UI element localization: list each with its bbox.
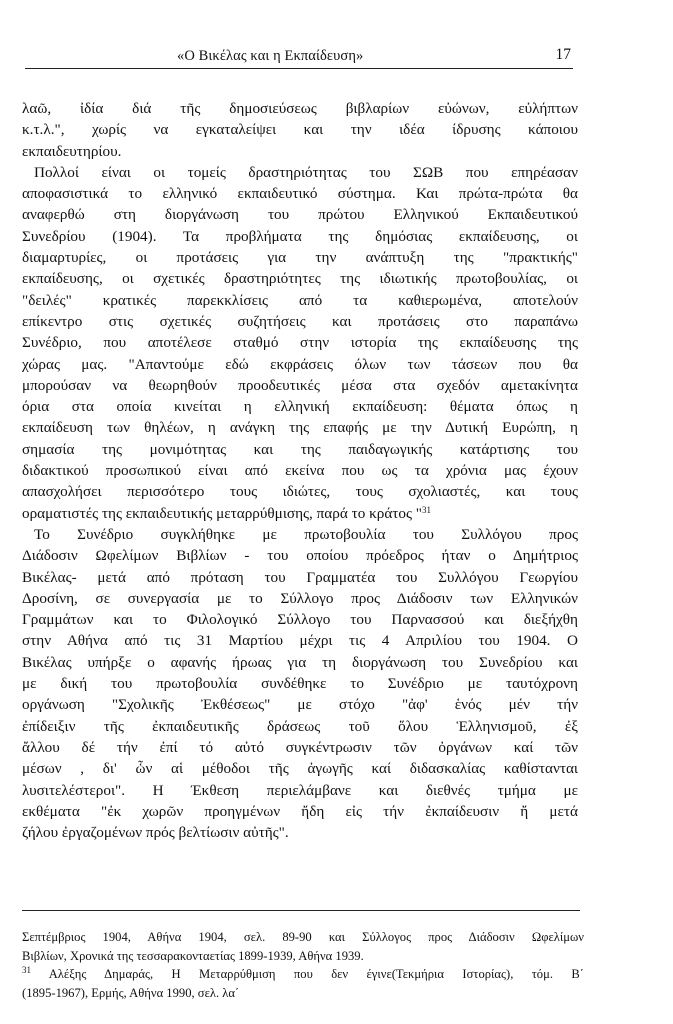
footnotes (22, 928, 584, 1002)
text-line: απασχολήσει περισσότερο τους ιδιώτες, τους σχολιαστές, και τους (22, 483, 578, 501)
text-line: μπορούσαν να θεωρηθούν προοδευτικές μέσα στα σχεδόν αμετακίνητα (22, 376, 578, 394)
footnote-line: (1895-1967), Ερμής, Αθήνα 1990, σελ. λα΄ (22, 985, 240, 1000)
text-line: Γραμμάτων και το Φιλολογικό Σύλλογο του Παρνασσού και διεξήχθη (22, 611, 578, 629)
text-line: κ.τ.λ.", χωρίς να εγκαταλείψει και την ιδέα ίδρυσης κάποιου (22, 121, 578, 139)
text-line: με δική του πρωτοβουλία συνδέθηκε το Συνέδριο με ταυτόχρονη (22, 675, 578, 693)
header-rule (25, 68, 573, 69)
text-line: ἐπίδειξιν τῆς ἐκπαιδευτικῆς δράσεως τοῦ ὅλου Ἑλληνισμοῦ, ἐξ (22, 717, 578, 735)
text-line: σημασία της μονιμότητας και της παιδαγωγικής κατάρτισης του (22, 440, 578, 458)
text-line: διαμαρτυρίες, οι προτάσεις για την ανάπτυξη της "πρακτικής" (22, 249, 578, 267)
text-line: "δειλές" κρατικές παρεκκλίσεις από τα καθιερωμένα, αποτελούν (22, 291, 578, 309)
text-line: Διάδοσιν Ωφελίμων Βιβλίων - του οποίου πρόεδρος ήταν ο Δημήτριος (22, 547, 578, 565)
text-line-content: οραματιστές της εκπαιδευτικής μεταρρύθμισης, παρά το κράτος " (22, 504, 422, 522)
footnote-line: Σεπτέμβριος 1904, Αθήνα 1904, σελ. 89-90 και Σύλλογος προς Διάδοσιν Ωφελίμων (22, 930, 584, 944)
text-line: Δροσίνη, σε συνεργασία με το Σύλλογο προς Διάδοσιν των Ελληνικών (22, 589, 578, 607)
text-line: επίκεντρο στις σχετικές συζητήσεις και προτάσεις στο παραπάνω (22, 312, 578, 330)
text-line: Πολλοί είναι οι τομείς δραστηριότητας του ΣΩΒ που επηρέασαν (34, 163, 578, 181)
text-line: Συνεδρίου (1904). Τα προβλήματα της δημόσιας εκπαίδευσης, οι (22, 227, 578, 245)
text-line: διδακτικού προσωπικού είναι από εκείνα που ως τα χρόνια μας έχουν (22, 462, 578, 480)
text-line: λαῶ, ἰδία διά τῆς δημοσιεύσεως βιβλαρίων εὐώνων, εὐλήπτων (22, 100, 578, 117)
text-line: οργάνωση "Σχολικῆς Ἐκθέσεως" με στόχο "ἀφ' ἑνός μέν τήν (22, 696, 578, 714)
text-line: λυσιτελέστεροι". Η Έκθεση περιελάμβανε και διεθνές τμήμα με (22, 781, 578, 799)
text-line: αποφασιστικά το ελληνικό εκπαιδευτικό σύστημα. Και πρώτα-πρώτα θα (22, 185, 578, 203)
text-line: Βικέλας- μετά από πρόταση του Γραμματέα του Συλλόγου Γεωργίου (22, 568, 578, 586)
text-line: Βικέλας υπήρξε ο αφανής ήρωας για τη διοργάνωση του Συνεδρίου και (22, 653, 578, 671)
text-line: όρια στα οποία κινείται η ελληνική εκπαίδευση: θέματα όπως η (22, 398, 578, 416)
text-line: Το Συνέδριο συγκλήθηκε με πρωτοβουλία του Συλλόγου προς (34, 525, 578, 543)
running-title: «Ο Βικέλας και η Εκπαίδευση» (177, 48, 364, 64)
footnote-marker: 31 (22, 965, 31, 975)
footnote-reference: 31 (422, 504, 431, 515)
text-line: Συνέδριο, που αποτέλεσε σταθμό στην ιστορία της εκπαίδευσης της (22, 334, 578, 352)
text-line: εκπαίδευση των θηλέων, η ανάγκη της επαφής με την Δυτική Ευρώπη, η (22, 419, 578, 437)
text-line: αναφερθώ στη διοργάνωση του πρώτου Ελληνικού Εκπαιδευτικού (22, 206, 578, 224)
text-line: χώρας μας. "Απαντούμε εδώ εκφράσεις όλων των τάσεων που θα (22, 355, 578, 373)
text-line: ζήλου ἐργαζομένων πρός βελτίωσιν αὐτῆς". (22, 824, 289, 842)
footnote-line: Βιβλίων, Χρονικά της τεσσαρακονταετίας 1899-1939, Αθήνα 1939. (22, 948, 364, 963)
footnote-text: Αλέξης Δημαράς, Η Μεταρρύθμιση που δεν έγινε(Τεκμήρια Ιστορίας), τόμ. Β΄ (31, 967, 584, 981)
footnote-31 (22, 965, 584, 984)
text-line: ἄλλου δέ τήν ἐπί τό αὐτό συγκέντρωσιν τῶν ὀργάνων καί τῶν (22, 738, 578, 756)
text-line: εκπαίδευσης, οι σχετικές δραστηριότητες της ιδιωτικής πρωτοβουλίας, οι (22, 270, 578, 288)
text-line: εκθέματα "ἐκ χωρῶν προηγμένων ἤδη εἰς τήν ἐκπαίδευσιν ἤ μετά (22, 802, 578, 820)
text-line-with-footnote (22, 503, 578, 524)
page-number: 17 (555, 46, 571, 63)
running-header (25, 46, 573, 68)
body-text (22, 98, 578, 843)
text-line: στην Αθήνα από τις 31 Μαρτίου μέχρι τις 4 Απριλίου του 1904. Ο (22, 632, 578, 650)
text-line: εκπαιδευτηρίου. (22, 142, 122, 160)
footnote-rule (22, 910, 580, 911)
text-line: μέσων , δι' ὧν αἱ μέθοδοι τῆς ἀγωγῆς καί διδασκαλίας καθίστανται (22, 760, 578, 778)
